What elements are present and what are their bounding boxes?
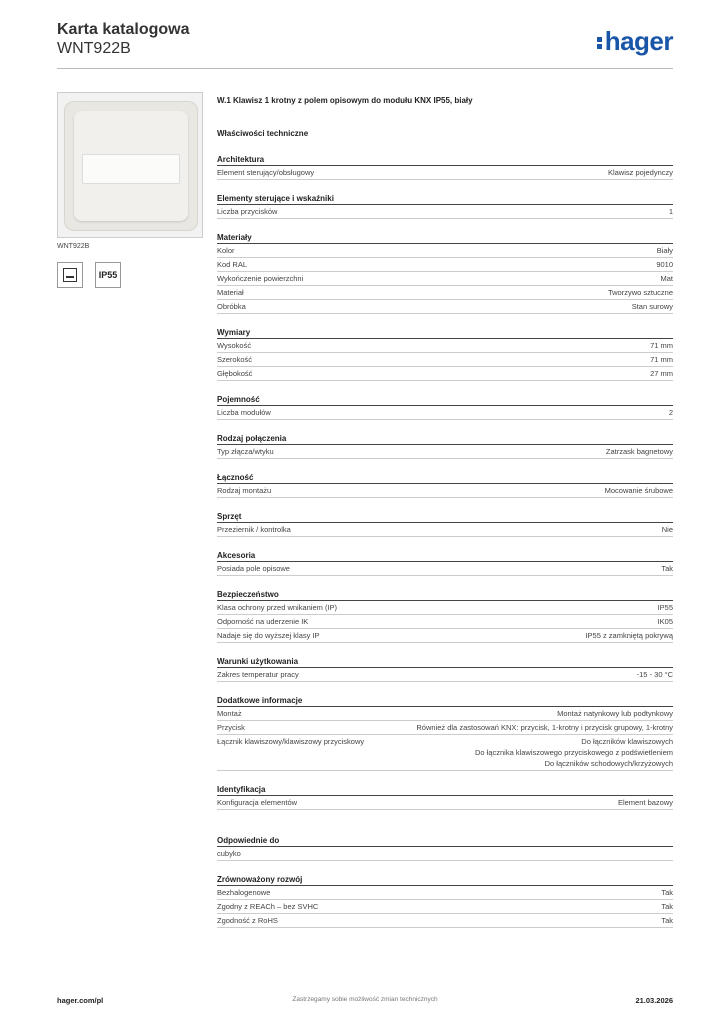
spec-row [217,601,673,615]
spec-value: Montaż natynkowy lub podtynkowy [557,709,673,718]
spec-key: Nadaje się do wyższej klasy IP [217,631,320,640]
spec-group [217,512,673,537]
spec-value: Tak [661,902,673,911]
spec-group [217,836,673,861]
spec-row [217,629,673,643]
spec-key: Rodzaj montażu [217,486,272,495]
spec-group-title: Wymiary [217,328,673,339]
spec-key: Liczba przycisków [217,207,278,216]
spec-value: Mat [660,274,673,283]
spec-row [217,847,673,861]
ip-rating-badge: IP55 [95,262,121,288]
spec-group [217,395,673,420]
product-code: WNT922B [57,40,131,57]
spec-key: Bezhalogenowe [217,888,271,897]
photo-caption: WNT922B [57,243,90,250]
spec-key: cubyko [217,849,241,858]
spec-key: Klasa ochrony przed wnikaniem (IP) [217,603,338,612]
spec-value: -15 - 30 °C [636,670,673,679]
spec-row [217,272,673,286]
spec-group [217,696,673,771]
spec-row [217,445,673,459]
spec-group [217,194,673,219]
spec-row [217,406,673,420]
spec-value: IK05 [657,617,673,626]
specifications [217,96,673,928]
spec-group [217,233,673,314]
switch-symbol-icon [57,262,83,288]
spec-group-title: Odpowiednie do [217,836,673,847]
spec-value: IP55 [657,603,673,612]
spec-group [217,551,673,576]
spec-value: 71 mm [650,355,673,364]
footer-disclaimer: Zastrzegamy sobie możliwość zmian technicznych [292,996,438,1003]
spec-group-title: Akcesoria [217,551,673,562]
spec-row [217,353,673,367]
footer-date: 21.03.2026 [635,996,673,1005]
spec-group [217,657,673,682]
spec-row [217,914,673,928]
spec-value: Tak [661,888,673,897]
spec-key: Materiał [217,288,244,297]
spec-row [217,707,673,721]
page-title: Karta katalogowa [57,21,190,38]
spec-row [217,205,673,219]
spec-key: Odporność na uderzenie IK [217,617,309,626]
spec-key: Wysokość [217,341,252,350]
spec-row [217,367,673,381]
spec-value: Zatrzask bagnetowy [605,447,673,456]
spec-group-title: Warunki użytkowania [217,657,673,668]
spec-row [217,300,673,314]
header-divider [57,68,673,69]
spec-row [217,721,673,735]
spec-key: Łącznik klawiszowy/klawiszowy przyciskowy [217,737,365,746]
spec-value: Element bazowy [617,798,673,807]
spec-row [217,735,673,771]
spec-key: Zakres temperatur pracy [217,670,299,679]
spec-key: Zgodny z REACh – bez SVHC [217,902,319,911]
spec-group-title: Identyfikacja [217,785,673,796]
spec-group-title: Łączność [217,473,673,484]
label-field [82,154,180,184]
spec-key: Przycisk [217,723,245,732]
spec-value: Mocowanie śrubowe [604,486,673,495]
spec-value: Klawisz pojedynczy [607,168,673,177]
spec-value: Nie [661,525,673,534]
spec-row [217,668,673,682]
spec-group [217,434,673,459]
page-header [57,20,673,70]
spec-value: Do łączników klawiszowych Do łącznika klawiszowego przyciskowego z podświetleniem Do łączników schodowych/krzyżowych [474,737,673,768]
spec-row [217,484,673,498]
spec-key: Kod RAL [217,260,248,269]
spec-row [217,886,673,900]
spec-value: 2 [668,408,673,417]
spec-value: Również dla zastosowań KNX: przycisk, 1-krotny i przycisk grupowy, 1-krotny [416,723,673,732]
spec-group [217,328,673,381]
spec-key: Wykończenie powierzchni [217,274,304,283]
spec-value: Tak [661,564,673,573]
spec-group [217,785,673,810]
spec-groups [217,155,673,928]
footer-website-link[interactable]: hager.com/pl [57,996,104,1005]
section-title: Właściwości techniczne [217,129,309,138]
spec-key: Zgodność z RoHS [217,916,278,925]
spec-row [217,258,673,272]
spec-value: Stan surowy [631,302,673,311]
spec-value: Tak [661,916,673,925]
spec-group-title: Elementy sterujące i wskaźniki [217,194,673,205]
spec-key: Montaż [217,709,242,718]
spec-key: Element sterujący/obsługowy [217,168,315,177]
spec-key: Typ złącza/wtyku [217,447,274,456]
spec-group-title: Architektura [217,155,673,166]
spec-key: Konfiguracja elementów [217,798,298,807]
spec-value: Biały [656,246,673,255]
hager-logo: hager [597,26,673,57]
product-description: W.1 Klawisz 1 krotny z polem opisowym do modułu KNX IP55, biały [217,96,473,105]
spec-key: Posiada pole opisowe [217,564,290,573]
spec-value: Tworzywo sztuczne [607,288,673,297]
spec-group-title: Dodatkowe informacje [217,696,673,707]
spec-value: IP55 z zamkniętą pokrywą [585,631,673,640]
spec-key: Liczba modułów [217,408,271,417]
spec-group-title: Pojemność [217,395,673,406]
spec-group [217,590,673,643]
spec-row [217,562,673,576]
spec-group [217,155,673,180]
spec-row [217,339,673,353]
spec-group [217,473,673,498]
spec-row [217,244,673,258]
spec-key: Szerokość [217,355,253,364]
spec-group-title: Bezpieczeństwo [217,590,673,601]
spec-row [217,523,673,537]
spec-row [217,286,673,300]
spec-key: Przeziernik / kontrolka [217,525,291,534]
spec-row [217,796,673,810]
product-photo [57,92,203,238]
spec-row [217,900,673,914]
spec-group-title: Rodzaj połączenia [217,434,673,445]
spec-value: 71 mm [650,341,673,350]
spec-group-title: Sprzęt [217,512,673,523]
spec-group-title: Zrównoważony rozwój [217,875,673,886]
spec-row [217,166,673,180]
spec-group [217,875,673,928]
spec-group-title: Materiały [217,233,673,244]
spec-key: Obróbka [217,302,246,311]
spec-value: 27 mm [650,369,673,378]
spec-key: Głębokość [217,369,253,378]
spec-row [217,615,673,629]
logo-dots-icon [597,35,603,51]
spec-key: Kolor [217,246,235,255]
spec-value: 9010 [656,260,673,269]
spec-value: 1 [668,207,673,216]
